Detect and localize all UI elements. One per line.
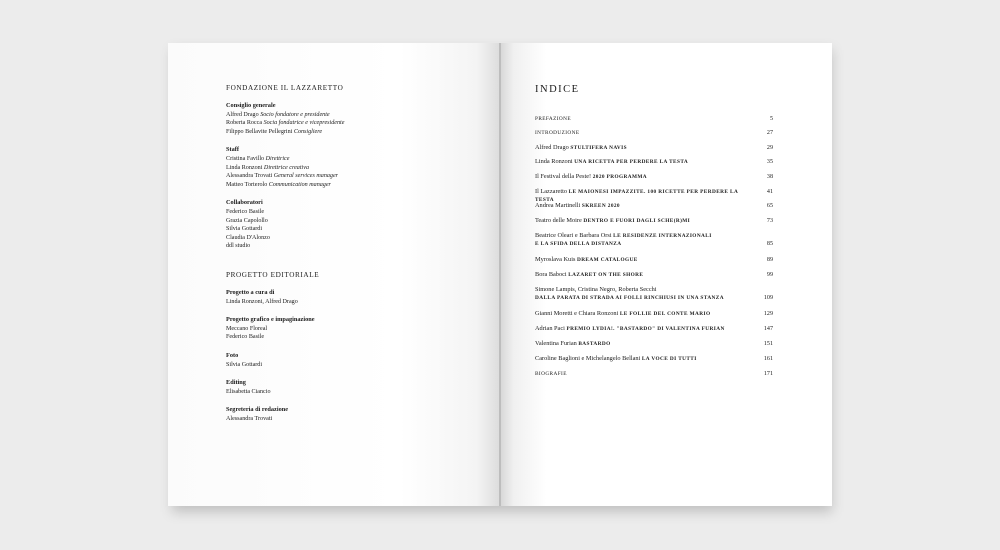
toc-entry-text (535, 370, 773, 378)
toc-author: Beatrice Oleari e Barbara Orsi (535, 232, 614, 239)
toc-entry-text (535, 158, 773, 166)
toc-entry (535, 340, 773, 348)
toc-work-title: 2020 PROGRAMMA (592, 174, 648, 180)
toc-page-number: 38 (766, 174, 773, 180)
toc-entry-text (535, 325, 773, 333)
toc-work-title: DENTRO E FUORI DAGLI SCHE(R)MI (583, 218, 691, 224)
toc-work-title: UNA RICETTA PER PERDERE LA TESTA (574, 159, 689, 165)
toc-work-title-cont: DALLA PARATA DI STRADA AI FOLLI RINCHIUSI IN UNA STANZA (535, 295, 724, 301)
toc-work-title: INTRODUZIONE (535, 130, 580, 136)
toc-entry (535, 173, 773, 181)
toc-author: Adrian Paci (535, 325, 567, 332)
toc-work-title: PREMIO LYDIA!. "BASTARDO" DI VALENTINA FURIAN (566, 326, 725, 332)
credit-line: Filippo Bellavite Pellegrini Consigliere (226, 128, 323, 135)
section-title-fondazione: FONDAZIONE IL LAZZARETTO (226, 84, 344, 92)
toc-author: Bora Baboci (535, 271, 569, 278)
toc-entry (535, 202, 773, 210)
toc-author: Linda Ronzoni (535, 158, 575, 165)
group-editing (226, 379, 476, 396)
group-segreteria (226, 406, 476, 423)
group-heading: Progetto grafico e impaginazione (226, 316, 315, 324)
toc-entry-text (535, 310, 773, 318)
toc-author: Il Lazzaretto (535, 188, 569, 195)
toc-entry-text (535, 217, 773, 225)
toc-author: Caroline Baglioni e Michelangelo Bellani (535, 355, 642, 362)
toc-page-number: 171 (763, 371, 773, 377)
toc-entry (535, 217, 773, 225)
toc-entry (535, 310, 773, 318)
toc-entry (535, 129, 773, 137)
toc-work-title: BIOGRAFIE (535, 371, 567, 377)
group-heading: Editing (226, 379, 246, 387)
toc-page-number: 161 (763, 356, 773, 362)
group-staff (226, 146, 476, 189)
toc-page-number: 129 (763, 311, 773, 317)
toc-work-title: LE RESIDENZE INTERNAZIONALI (613, 233, 712, 239)
toc-page-number: 35 (766, 159, 773, 165)
group-heading: Collaboratori (226, 199, 263, 207)
toc-entry (535, 232, 773, 248)
group-heading: Foto (226, 351, 239, 359)
toc-author: Il Festival della Peste! (535, 173, 593, 180)
toc-entry-text (535, 232, 773, 248)
toc-entry (535, 271, 773, 279)
toc-page-number: 5 (769, 116, 773, 122)
toc-entry-text (535, 355, 773, 363)
credit-line: Silvia Gottardi (226, 226, 263, 233)
toc-page-number: 65 (766, 203, 773, 209)
toc-entry-text (535, 115, 773, 123)
toc-author: Valentina Furian (535, 340, 579, 347)
credit-line: Alessandra Trovati General services manager (226, 173, 339, 180)
credit-line: Meccano Floreal (226, 325, 268, 332)
toc-page-number: 109 (763, 295, 773, 301)
credit-line: Elisabetta Ciancio (226, 388, 271, 395)
toc-page-number: 147 (763, 326, 773, 332)
toc-entry (535, 286, 773, 302)
toc-work-title-cont: E LA SFIDA DELLA DISTANZA (535, 241, 622, 247)
credit-line: ddl studio (226, 243, 251, 250)
credit-line: Matteo Torterolo Communication manager (226, 181, 331, 188)
toc-work-title: LA VOCE DI TUTTI (641, 356, 697, 362)
group-heading: Consiglio generale (226, 102, 276, 109)
toc-author: Myroslava Kuis (535, 256, 577, 263)
credit-line: Federico Basile (226, 208, 265, 215)
credit-line: Claudia D'Alonzo (226, 234, 270, 241)
toc-page-number: 27 (766, 130, 773, 136)
toc-entry-text (535, 340, 773, 348)
toc-author: Teatro delle Moire (535, 217, 584, 224)
group-heading: Progetto a cura di (226, 289, 275, 296)
toc-page-number: 29 (766, 145, 773, 151)
toc-entry-text (535, 144, 773, 152)
toc-entry-text (535, 129, 773, 137)
toc-entry (535, 325, 773, 333)
left-page-content (168, 43, 500, 506)
toc-entry (535, 355, 773, 363)
credit-line: Linda Ronzoni, Alfred Drago (226, 298, 298, 305)
toc-author: Andrea Martinelli (535, 202, 582, 209)
credit-line: Silvia Gottardi (226, 361, 263, 368)
toc-entry (535, 115, 773, 123)
toc-work-title: BASTARDO (578, 341, 611, 347)
toc-work-title: LE MAIONESI IMPAZZITE. 100 RICETTE PER PERDERE LA TESTA (535, 189, 738, 203)
toc-entry-text (535, 286, 773, 302)
group-heading: Staff (226, 146, 239, 154)
credits-section (226, 84, 476, 251)
toc-entry-text (535, 173, 773, 181)
credit-line: Linda Ronzoni Direttrice creativa (226, 164, 309, 171)
toc-entry (535, 256, 773, 264)
toc-entry-text (535, 256, 773, 264)
group-grafica (226, 316, 476, 342)
editorial-section (226, 271, 476, 424)
credit-line: Cristina Favillo Direttrice (226, 155, 290, 162)
toc-work-title: PREFAZIONE (535, 116, 571, 122)
toc-author: Simone Lampis, Cristina Negro, Roberta Secchi (535, 286, 657, 293)
toc-entry (535, 158, 773, 166)
toc-page-number: 151 (763, 341, 773, 347)
toc-author: Alfred Drago (535, 144, 571, 151)
toc-entry (535, 370, 773, 378)
group-foto (226, 352, 476, 369)
toc-page-number: 99 (766, 272, 773, 278)
toc-work-title: DREAM CATALOGUE (576, 257, 638, 263)
toc-page-number: 89 (766, 257, 773, 263)
credit-line: Alessandra Trovati (226, 415, 273, 422)
group-consiglio (226, 102, 476, 136)
toc-entry-text (535, 202, 773, 210)
credit-line: Grazia Capolollo (226, 217, 268, 224)
credit-line: Roberta Rocca Socia fondatrice e vicepresidente (226, 120, 345, 127)
credit-line: Alfred Drago Socio fondatore e presidente (226, 111, 330, 118)
toc-work-title: SKREEN 2020 (581, 203, 620, 209)
group-collaboratori (226, 199, 476, 251)
index-title: INDICE (535, 84, 580, 95)
toc-page-number: 73 (766, 218, 773, 224)
toc-page-number: 85 (766, 241, 773, 247)
toc-author: Gianni Moretti e Chiara Ronzoni (535, 310, 620, 317)
toc-work-title: STULTIFERA NAVIS (570, 145, 627, 151)
section-title-progetto: PROGETTO EDITORIALE (226, 271, 320, 279)
toc-page-number: 41 (766, 189, 773, 195)
credit-line: Federico Basile (226, 334, 265, 341)
toc-entry (535, 144, 773, 152)
toc-work-title: LAZARET ON THE SHORE (568, 272, 644, 278)
group-curatela (226, 289, 476, 306)
toc-entry-text (535, 271, 773, 279)
toc-work-title: LE FOLLIE DEL CONTE MARIO (619, 311, 711, 317)
group-heading: Segreteria di redazione (226, 406, 289, 414)
